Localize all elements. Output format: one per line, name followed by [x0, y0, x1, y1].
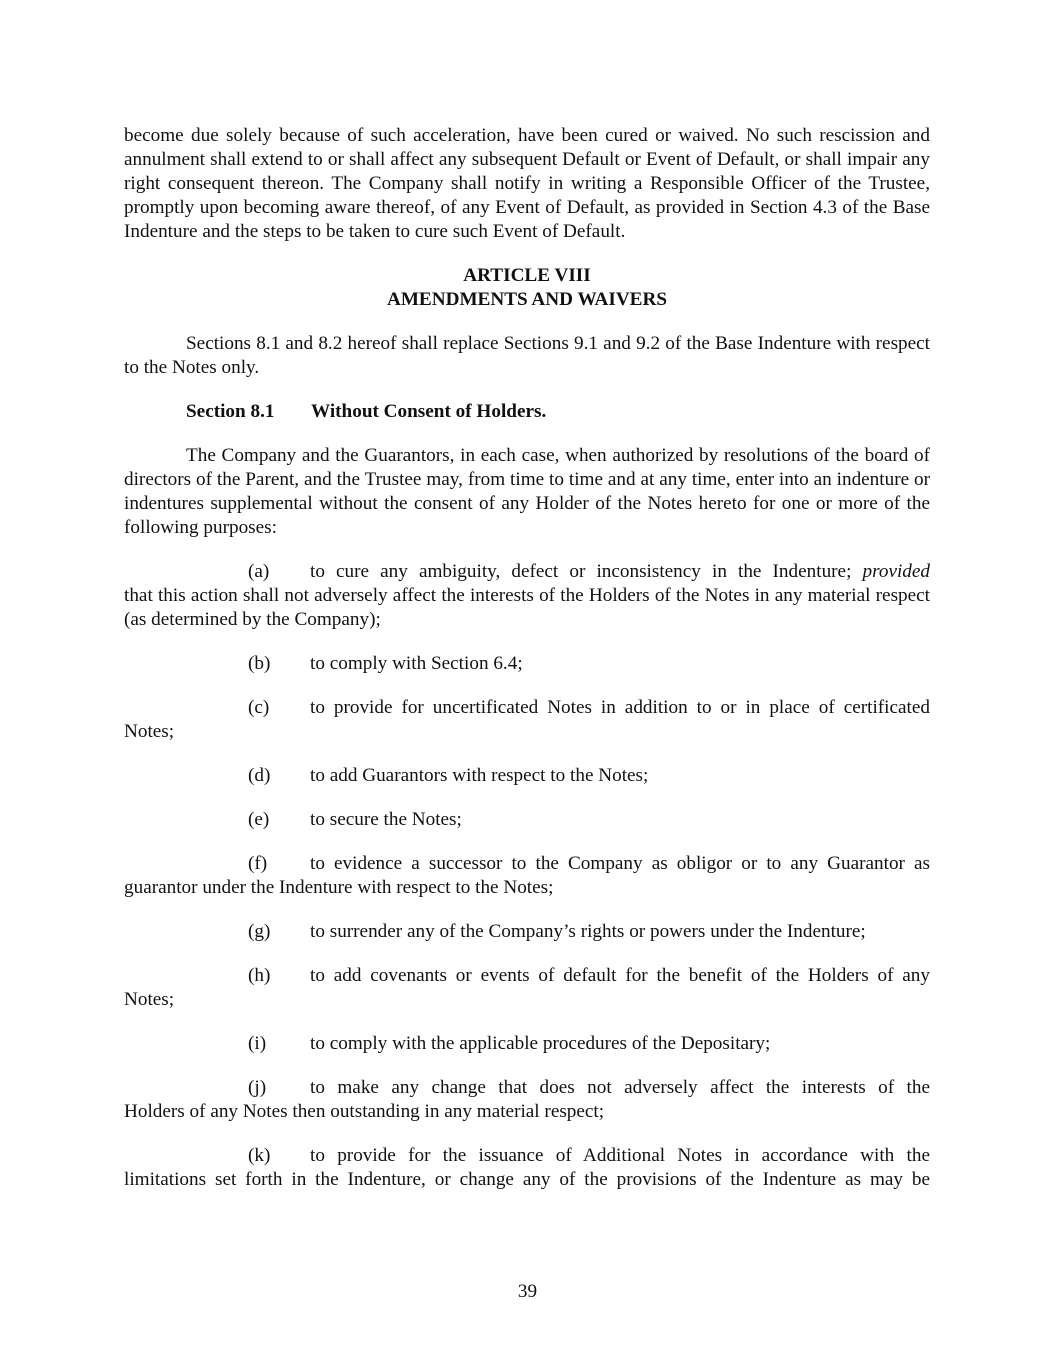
section-title: Without Consent of Holders.: [311, 401, 547, 422]
item-text: to provide for the issuance of Additional Notes in accordance with the: [310, 1145, 930, 1166]
item-continuation: that this action shall not adversely affect the interests of the Holders of the Notes in any material respect (as determined by the Company);: [124, 585, 930, 630]
item-continuation: limitations set forth in the Indenture, or change any of the provisions of the Indenture as may be: [124, 1169, 930, 1190]
list-item-a: [124, 560, 930, 632]
item-continuation: Holders of any Notes then outstanding in any material respect;: [124, 1101, 605, 1122]
item-text: to evidence a successor to the Company as obligor or to any Guarantor as: [310, 853, 930, 874]
item-text: to surrender any of the Company’s rights or powers under the Indenture;: [310, 921, 866, 942]
item-label: (h): [248, 965, 271, 986]
article-number: ARTICLE VIII: [463, 265, 591, 286]
item-label: (j): [248, 1077, 267, 1098]
list-item-j: [124, 1076, 930, 1124]
list-item-d: [124, 764, 930, 788]
list-item-h: [124, 964, 930, 1012]
article-intro: Sections 8.1 and 8.2 hereof shall replace Sections 9.1 and 9.2 of the Base Indenture with respect to the Notes only.: [124, 333, 930, 378]
list-item-b: [124, 652, 930, 676]
section-number: Section 8.1: [186, 401, 275, 422]
item-continuation: Notes;: [124, 721, 175, 742]
item-label: (d): [248, 765, 271, 786]
page-number: 39: [517, 1281, 538, 1302]
item-label: (a): [248, 561, 270, 582]
item-text: to provide for uncertificated Notes in addition to or in place of certificated: [310, 697, 930, 718]
list-item-k: [124, 1144, 930, 1192]
list-item-f: [124, 852, 930, 900]
article-heading: [124, 264, 930, 312]
item-label: (g): [248, 921, 271, 942]
list-item-g: [124, 920, 930, 944]
item-label: (e): [248, 809, 270, 830]
section-heading: [124, 400, 930, 424]
item-text: to make any change that does not adversely affect the interests of the: [310, 1077, 930, 1098]
item-text: to secure the Notes;: [310, 809, 462, 830]
item-text: to comply with Section 6.4;: [310, 653, 523, 674]
item-text: to cure any ambiguity, defect or inconsistency in the Indenture;: [310, 561, 852, 582]
item-text: to comply with the applicable procedures of the Depositary;: [310, 1033, 771, 1054]
item-continuation: guarantor under the Indenture with respect to the Notes;: [124, 877, 554, 898]
article-title: AMENDMENTS AND WAIVERS: [386, 289, 668, 310]
list-item-c: [124, 696, 930, 744]
intro-paragraph: become due solely because of such acceleration, have been cured or waived. No such rescission and annulment shall extend to or shall affect any subsequent Default or Event of Default, or shall impair any right consequent thereon. The Company shall notify in writing a Responsible Officer of the Trustee, promptly upon becoming aware thereof, of any Event of Default, as provided in Section 4.3 of the Base Indenture and the steps to be taken to cure such Event of Default.: [124, 125, 930, 242]
item-text: to add covenants or events of default for the benefit of the Holders of any: [310, 965, 930, 986]
list-item-e: [124, 808, 930, 832]
item-label: (i): [248, 1033, 267, 1054]
section-intro: The Company and the Guarantors, in each case, when authorized by resolutions of the board of directors of the Parent, and the Trustee may, from time to time and at any time, enter into an indenture or indentures supplemental without the consent of any Holder of the Notes hereto for one or more of the following purposes:: [124, 445, 930, 538]
item-label: (c): [248, 697, 270, 718]
item-italic: provided: [862, 561, 931, 582]
list-item-i: [124, 1032, 930, 1056]
item-label: (k): [248, 1145, 271, 1166]
item-continuation: Notes;: [124, 989, 175, 1010]
item-label: (f): [248, 853, 268, 874]
item-label: (b): [248, 653, 271, 674]
item-text: to add Guarantors with respect to the Notes;: [310, 765, 649, 786]
document-page: [124, 124, 930, 1212]
